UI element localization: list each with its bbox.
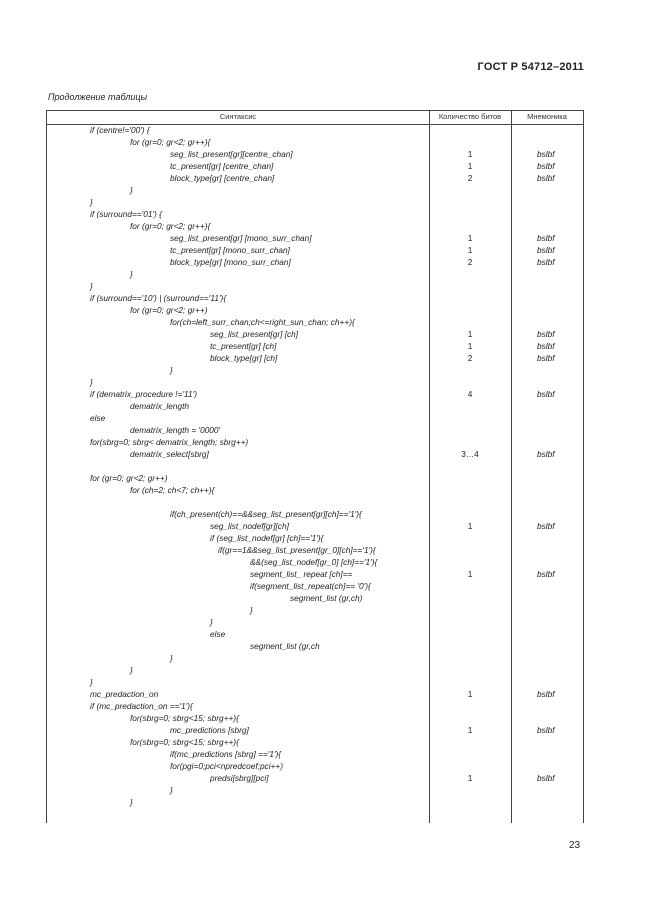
page-number: 23	[569, 840, 581, 851]
table-row	[47, 280, 583, 292]
mnemonic-cell: bslbf	[537, 173, 555, 183]
table-row	[47, 220, 583, 232]
syntax-cell: }	[210, 617, 213, 627]
syntax-cell: for(sbrg=0; sbrg< dematrix_length; sbrg++)	[90, 437, 249, 447]
table-row	[47, 208, 583, 220]
mnemonic-cell: bslbf	[537, 245, 555, 255]
syntax-cell: tc_present[gr] [mono_surr_chan]	[170, 245, 290, 255]
syntax-cell: }	[90, 281, 93, 291]
table-row	[47, 304, 583, 316]
syntax-cell: predsi[sbrg][pci]	[210, 773, 269, 783]
syntax-cell: seg_list_present[gr] [ch]	[210, 329, 299, 339]
table-row	[47, 400, 583, 412]
syntax-cell: block_type[gr] [ch]	[210, 353, 278, 363]
table-row	[47, 352, 583, 364]
table-row	[47, 784, 583, 796]
table-row	[47, 676, 583, 688]
mnemonic-cell: bslbf	[537, 341, 555, 351]
table-row	[47, 172, 583, 184]
syntax-cell: mc_predaction_on	[90, 689, 159, 699]
table-row	[47, 664, 583, 676]
syntax-cell: for (gr=0; gr<2; gr++)	[90, 473, 168, 483]
mnemonic-cell: bslbf	[537, 161, 555, 171]
mnemonic-cell: bslbf	[537, 725, 555, 735]
syntax-cell: }	[130, 269, 133, 279]
syntax-cell: for (gr=0; gr<2; gr++){	[130, 221, 211, 231]
syntax-cell: dematrix_length	[130, 401, 190, 411]
mnemonic-cell: bslbf	[537, 569, 555, 579]
mnemonic-cell: bslbf	[537, 521, 555, 531]
syntax-cell: dematrix_length = '0000'	[130, 425, 221, 435]
syntax-cell: block_type[gr] [mono_surr_chan]	[170, 257, 291, 267]
mnemonic-cell: bslbf	[537, 353, 555, 363]
syntax-cell: }	[250, 605, 253, 615]
table-row	[47, 544, 583, 556]
syntax-cell: seg_list_present[gr][centre_chan]	[170, 149, 293, 159]
table-row	[47, 472, 583, 484]
table-row	[47, 256, 583, 268]
syntax-cell: for(pgi=0;pci<npredcoef;pci++)	[170, 761, 284, 771]
bits-cell: 3…4	[461, 449, 479, 459]
table-row	[47, 292, 583, 304]
table-row	[47, 184, 583, 196]
bits-cell: 1	[467, 341, 473, 351]
table-row	[47, 448, 583, 460]
syntax-cell: }	[90, 377, 93, 387]
syntax-cell: if (centre!='00') {	[90, 125, 150, 135]
syntax-cell: }	[90, 677, 93, 687]
syntax-cell: tc_present[gr] [ch]	[210, 341, 277, 351]
mnemonic-cell: bslbf	[537, 449, 555, 459]
table-caption: Продолжение таблицы	[48, 92, 148, 102]
table-row	[47, 568, 583, 580]
table-row	[47, 736, 583, 748]
syntax-cell: mc_predictions [sbrg]	[170, 725, 249, 735]
table-row	[47, 124, 583, 136]
table-row	[47, 688, 583, 700]
bits-cell: 1	[467, 233, 473, 243]
syntax-cell: if (surround=='01') {	[90, 209, 162, 219]
bits-cell: 1	[467, 245, 473, 255]
mnemonic-cell: bslbf	[537, 149, 555, 159]
table-row	[47, 136, 583, 148]
table-row	[47, 796, 583, 808]
table-row	[47, 232, 583, 244]
bits-cell: 4	[467, 389, 473, 399]
table-row	[47, 160, 583, 172]
syntax-cell: seg_list_present[gr] [mono_surr_chan]	[170, 233, 312, 243]
table-row	[47, 388, 583, 400]
syntax-cell: }	[170, 365, 173, 375]
column-header-mnemonic: Мнемоника	[527, 112, 567, 121]
table-row	[47, 376, 583, 388]
syntax-cell: seg_list_nodef[gr][ch]	[210, 521, 289, 531]
syntax-cell: if (mc_predaction_on =='1'){	[90, 701, 193, 711]
table-row	[47, 244, 583, 256]
bits-cell: 1	[467, 689, 473, 699]
syntax-cell: &&(seg_list_nodef[gr_0] [ch]=='1'){	[250, 557, 378, 567]
table-row	[47, 340, 583, 352]
table-row	[47, 616, 583, 628]
mnemonic-cell: bslbf	[537, 329, 555, 339]
bits-cell: 1	[467, 329, 473, 339]
syntax-cell: for(ch=left_surr_chan;ch<=right_sun_chan; ch++){	[170, 317, 355, 327]
table-row	[47, 532, 583, 544]
syntax-cell: }	[130, 797, 133, 807]
syntax-cell: dematrix_select[sbrg]	[130, 449, 209, 459]
syntax-cell: if(gr==1&&seg_list_present[gr_0][ch]=='1'){	[218, 545, 376, 555]
table-row	[47, 592, 583, 604]
column-header-syntax: Синтаксис	[219, 112, 257, 121]
syntax-cell: for (ch=2; ch<7; ch++){	[130, 485, 215, 495]
bits-cell: 1	[467, 569, 473, 579]
table-row	[47, 628, 583, 640]
bits-cell: 1	[467, 161, 473, 171]
syntax-cell: }	[90, 197, 93, 207]
table-row	[47, 436, 583, 448]
table-row	[47, 316, 583, 328]
bits-cell: 2	[467, 173, 473, 183]
syntax-cell: for (gr=0; gr<2; gr++)	[130, 305, 208, 315]
table-row	[47, 724, 583, 736]
table-row	[47, 772, 583, 784]
table-row	[47, 520, 583, 532]
table-row	[47, 508, 583, 520]
bits-cell: 1	[467, 725, 473, 735]
bits-cell: 1	[467, 773, 473, 783]
syntax-cell: }	[130, 665, 133, 675]
table-row	[47, 760, 583, 772]
syntax-cell: if(ch_present(ch)==&&seg_list_present[gr][ch]=='1'){	[170, 509, 362, 519]
table-row	[47, 604, 583, 616]
mnemonic-cell: bslbf	[537, 689, 555, 699]
table-row	[47, 148, 583, 160]
syntax-cell: }	[130, 185, 133, 195]
syntax-cell: if (seg_list_nodef[gr] [ch]=='1'){	[210, 533, 324, 543]
table-row	[47, 460, 583, 472]
syntax-cell: else	[210, 629, 226, 639]
bits-cell: 2	[467, 353, 473, 363]
syntax-cell: tc_present[gr] [centre_chan]	[170, 161, 274, 171]
syntax-cell: if (surround=='10') | (surround=='11'){	[90, 293, 227, 303]
table-row	[47, 268, 583, 280]
bits-cell: 2	[467, 257, 473, 267]
table-row	[47, 700, 583, 712]
document-code: ГОСТ Р 54712–2011	[477, 61, 584, 73]
table-row	[47, 484, 583, 496]
bits-cell: 1	[467, 521, 473, 531]
syntax-cell: segment_list_ repeat [ch]==	[250, 569, 353, 579]
syntax-cell: segment_list (gr,ch	[250, 641, 320, 651]
syntax-cell: for(sbrg=0; sbrg<15; sbrg++){	[130, 713, 239, 723]
syntax-cell: else	[90, 413, 106, 423]
mnemonic-cell: bslbf	[537, 773, 555, 783]
table-row	[47, 424, 583, 436]
syntax-cell: }	[170, 785, 173, 795]
syntax-cell: if(mc_predictions [sbrg] =='1'){	[170, 749, 282, 759]
syntax-cell: for (gr=0; gr<2; gr++){	[130, 137, 211, 147]
syntax-cell: }	[170, 653, 173, 663]
bits-cell: 1	[467, 149, 473, 159]
table-row	[47, 412, 583, 424]
table-row	[47, 556, 583, 568]
column-header-bits: Количество битов	[438, 112, 502, 121]
table-row	[47, 196, 583, 208]
syntax-cell: segment_list (gr,ch)	[290, 593, 363, 603]
table-row	[47, 652, 583, 664]
syntax-cell: for(sbrg=0; sbrg<15; sbrg++){	[130, 737, 239, 747]
table-row	[47, 496, 583, 508]
mnemonic-cell: bslbf	[537, 233, 555, 243]
table-row	[47, 580, 583, 592]
syntax-cell: if (dematrix_procedure !='11')	[90, 389, 198, 399]
mnemonic-cell: bslbf	[537, 389, 555, 399]
table-row	[47, 364, 583, 376]
table-row	[47, 328, 583, 340]
syntax-table	[46, 110, 584, 823]
mnemonic-cell: bslbf	[537, 257, 555, 267]
table-row	[47, 748, 583, 760]
table-row	[47, 712, 583, 724]
syntax-cell: block_type[gr] [centre_chan]	[170, 173, 275, 183]
table-row	[47, 640, 583, 652]
table-header	[47, 110, 583, 125]
syntax-cell: if(segment_list_repeat(ch]== '0'){	[250, 581, 371, 591]
